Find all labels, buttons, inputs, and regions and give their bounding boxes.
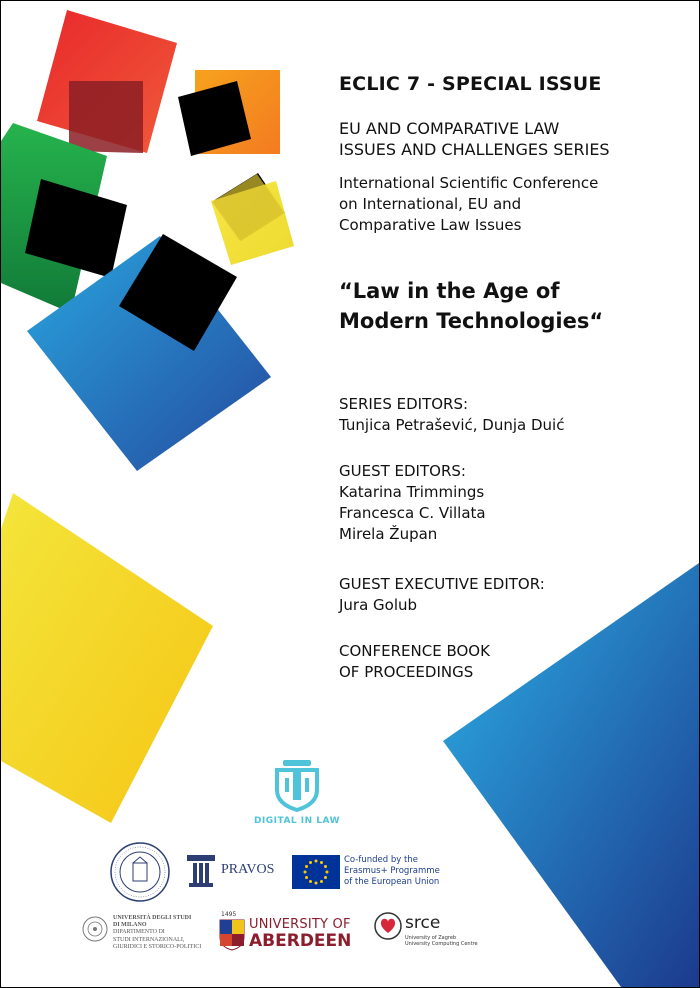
osijek-university-seal <box>109 841 171 903</box>
aberdeen-year: 1495 <box>221 911 237 918</box>
book-type-line: CONFERENCE BOOK <box>339 642 490 660</box>
theme-line: “Law in the Age of <box>339 279 560 303</box>
milano-text <box>113 915 201 951</box>
milano-line: STUDI INTERNAZIONALI, <box>113 936 185 943</box>
guest-editor-name: Francesca C. Villata <box>339 504 486 522</box>
exec-editor-name: Jura Golub <box>339 596 418 614</box>
heart-icon <box>373 911 403 941</box>
pravos-icon <box>187 853 217 889</box>
book-type-line: OF PROCEEDINGS <box>339 663 474 681</box>
exec-editor-label: GUEST EXECUTIVE EDITOR: <box>339 575 545 593</box>
erasmus-text <box>344 855 440 888</box>
university-seal-icon <box>109 841 171 903</box>
guest-editors <box>339 461 486 545</box>
aberdeen-crest-icon <box>219 919 245 951</box>
digital-in-law-logo <box>245 756 349 828</box>
book-type <box>339 641 490 683</box>
erasmus-line: of the European Union <box>344 877 440 887</box>
guest-editors-label: GUEST EDITORS: <box>339 462 466 480</box>
guest-executive-editor <box>339 574 545 616</box>
issue-title: ECLIC 7 - SPECIAL ISSUE <box>339 73 602 95</box>
conference-line: Comparative Law Issues <box>339 216 522 234</box>
erasmus-line: Erasmus+ Programme <box>344 866 440 876</box>
conference-line: on International, EU and <box>339 195 522 213</box>
conference-title <box>339 173 598 236</box>
eu-flag-icon <box>292 855 340 889</box>
pravos-text: PRAVOS <box>221 862 275 877</box>
series-line: ISSUES AND CHALLENGES SERIES <box>339 140 610 159</box>
series-line: EU AND COMPARATIVE LAW <box>339 119 560 138</box>
digital-in-law-text: DIGITAL IN LAW <box>253 816 341 826</box>
srce-text: srce <box>405 913 441 933</box>
srce-logo <box>373 911 483 955</box>
erasmus-logo <box>292 855 452 889</box>
conference-theme <box>339 276 603 336</box>
milano-university-logo <box>81 915 211 955</box>
pravos-logo <box>187 853 279 893</box>
milano-line: GIURIDICI E STORICO-POLITICI <box>113 943 202 950</box>
aberdeen-university-logo <box>219 911 361 955</box>
erasmus-line: Co-funded by the <box>344 855 418 865</box>
series-editors-names: Tunjica Petrašević, Dunja Duić <box>339 416 565 434</box>
milano-line: DI MILANO <box>113 922 147 929</box>
srce-line: University Computing Centre <box>405 941 478 947</box>
dark-red-square <box>69 81 143 153</box>
guest-editor-name: Katarina Trimmings <box>339 483 485 501</box>
theme-line: Modern Technologies“ <box>339 309 604 333</box>
digital-in-law-icon <box>245 756 349 814</box>
series-editors-label: SERIES EDITORS: <box>339 395 469 413</box>
milano-line: DIPARTIMENTO DI <box>113 929 165 936</box>
series-title <box>339 118 610 160</box>
srce-subtext <box>405 935 478 947</box>
milano-line: UNIVERSITÀ DEGLI STUDI <box>113 915 192 921</box>
conference-line: International Scientific Conference <box>339 174 599 192</box>
guest-editor-name: Mirela Župan <box>339 525 438 543</box>
series-editors <box>339 394 564 436</box>
milano-seal-icon <box>81 915 109 943</box>
aberdeen-line: UNIVERSITY OF <box>249 917 351 932</box>
srce-line: University of Zagreb <box>405 935 457 941</box>
aberdeen-line: ABERDEEN <box>249 931 352 951</box>
yellow-square <box>1 493 213 823</box>
